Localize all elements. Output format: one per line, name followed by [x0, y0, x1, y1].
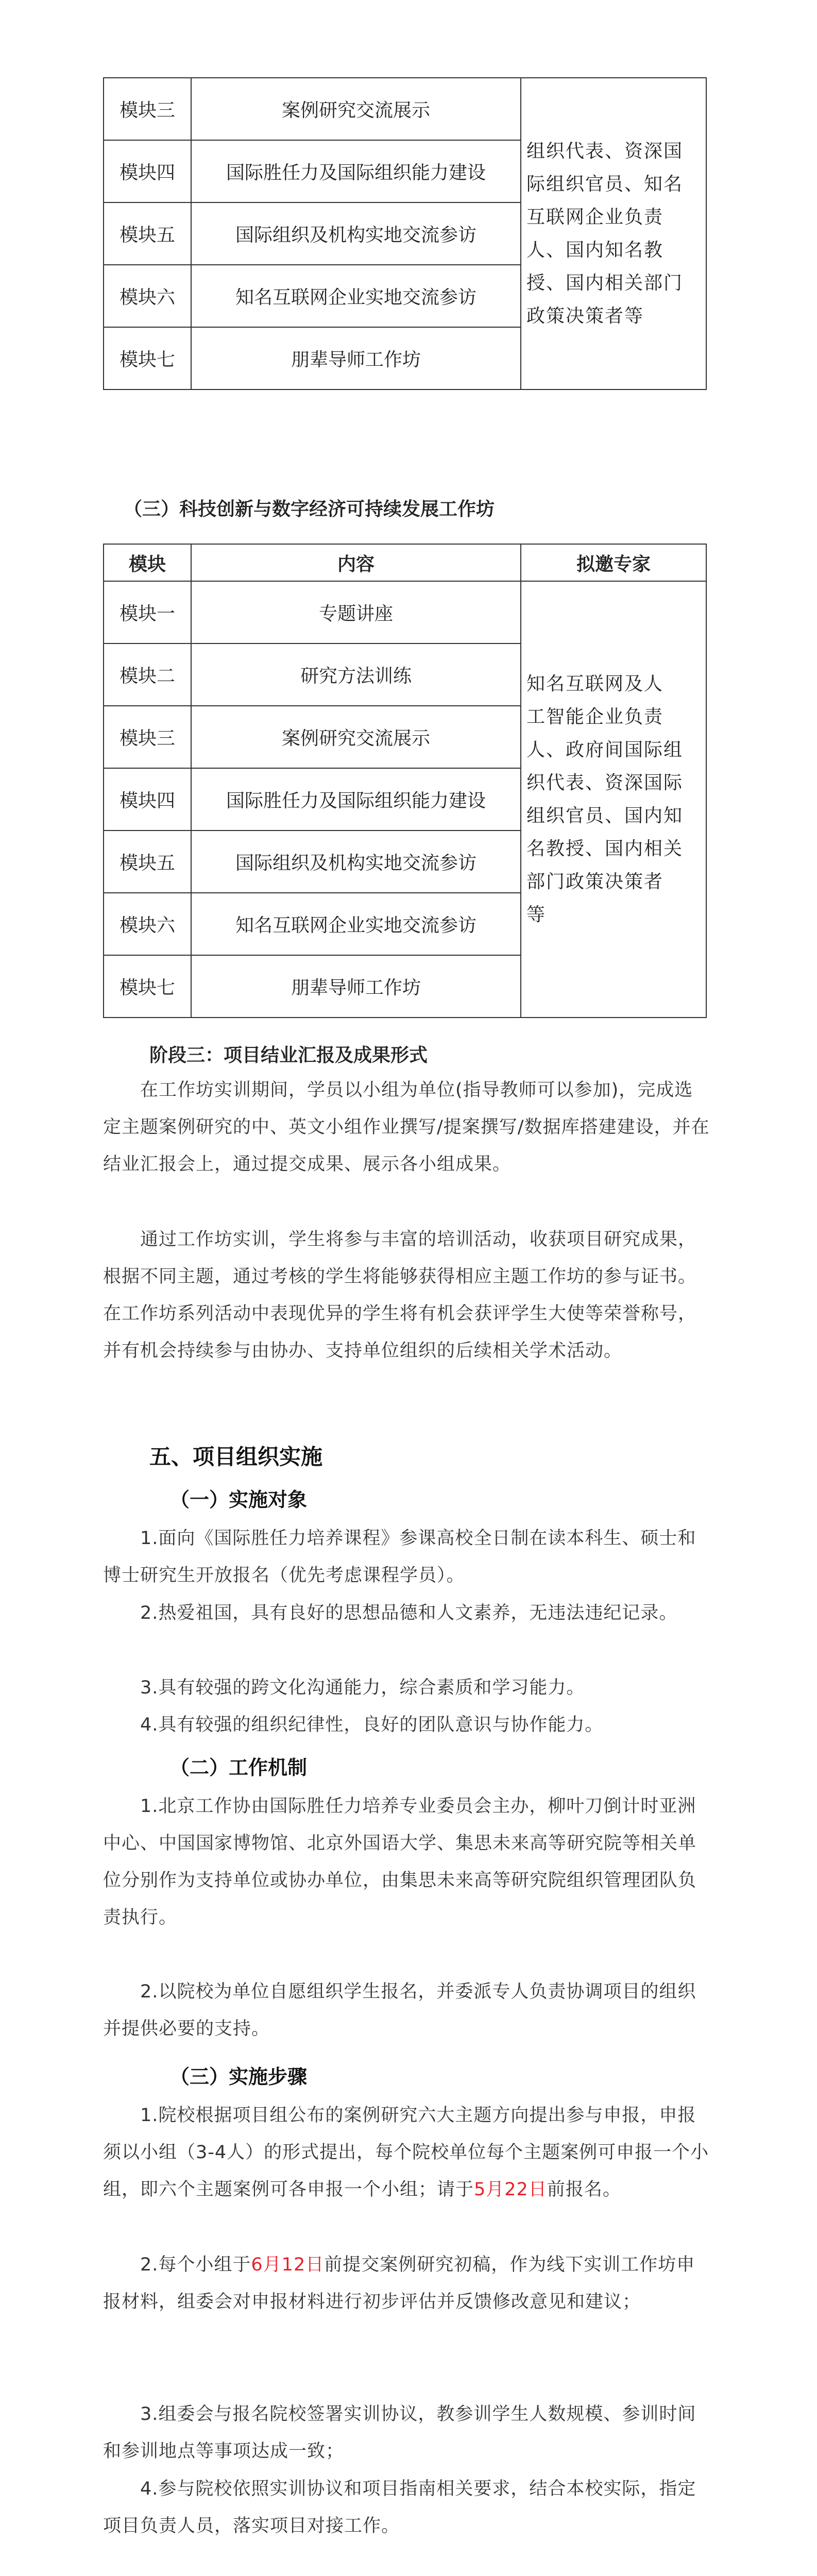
- content-cell: 知名互联网企业实地交流参访: [191, 893, 521, 955]
- experts-line: 互联网企业负责: [526, 206, 664, 228]
- experts-line: 授、国内相关部门: [526, 272, 684, 294]
- mechanism-item-1: 1.北京工作协由国际胜任力培养专业委员会主办，柳叶刀倒计时亚洲中心、中国国家博物馆、北京外国语大学、集思未来高等研究院等相关单位分别作为支持单位或协办单位，由集思未来高等研究院组织管理团队负责执行。: [103, 1796, 697, 1928]
- section3-title: （三）科技创新与数字经济可持续发展工作坊: [124, 499, 495, 520]
- module-cell: 模块五: [104, 831, 191, 893]
- stage3-paragraph-2: 通过工作坊实训，学生将参与丰富的培训活动，收获项目研究成果，根据不同主题，通过考核的学生将能够获得相应主题工作坊的参与证书。在工作坊系列活动中表现优异的学生将有机会获评学生大使等荣誉称号，并有机会持续参与由协办、支持单位组织的后续相关学术活动。: [103, 1229, 697, 1361]
- target-item-1: 1.面向《国际胜任力培养课程》参课高校全日制在读本科生、硕士和博士研究生开放报名（优先考虑课程学员）。: [103, 1528, 696, 1586]
- content-cell: 朋辈导师工作坊: [191, 327, 521, 389]
- module-cell: 模块六: [104, 265, 191, 327]
- module-cell: 模块七: [104, 327, 191, 389]
- mechanism-item-2: 2.以院校为单位自愿组织学生报名，并委派专人负责协调项目的组织并提供必要的支持。: [103, 1981, 696, 2039]
- content-cell: 国际组织及机构实地交流参访: [191, 202, 521, 265]
- module-cell: 模块四: [104, 140, 191, 202]
- content-cell: 案例研究交流展示: [191, 706, 521, 768]
- experts-cell: [521, 581, 706, 1018]
- header-content: 内容: [191, 544, 521, 581]
- stage3-title: 阶段三：项目结业汇报及成果形式: [149, 1045, 428, 1066]
- steps-item-3: 3.组委会与报名院校签署实训协议，教参训学生人数规模、参训时间和参训地点等事项达成一致；: [103, 2404, 696, 2462]
- experts-line: 组织官员、国内知: [526, 805, 684, 826]
- stage3-paragraph-1: 在工作坊实训期间，学员以小组为单位(指导教师可以参加)，完成选定主题案例研究的中、英文小组作业撰写/提案撰写/数据库搭建建设，并在结业汇报会上，通过提交成果、展示各小组成果。: [103, 1080, 710, 1175]
- content-cell: 研究方法训练: [191, 643, 521, 706]
- workshop-2-table: [103, 77, 707, 390]
- steps-item-2: 2.每个小组于6月12日前提交案例研究初稿，作为线下实训工作坊申报材料，组委会对申报材料进行初步评估并反馈修改意见和建议；: [103, 2255, 695, 2312]
- experts-line: 等: [526, 904, 547, 925]
- experts-line: 织代表、资深国际: [526, 772, 684, 793]
- experts-line: 工智能企业负责: [526, 706, 664, 727]
- experts-line: 部门政策决策者: [526, 871, 664, 892]
- experts-line: 组织代表、资深国: [526, 140, 684, 162]
- table-row: [104, 581, 706, 643]
- experts-line: 际组织官员、知名: [526, 173, 684, 195]
- experts-cell: [521, 78, 706, 389]
- content-cell: 国际胜任力及国际组织能力建设: [191, 140, 521, 202]
- module-cell: 模块二: [104, 643, 191, 706]
- steps-item-4: 4.参与院校依照实训协议和项目指南相关要求，结合本校实际，指定项目负责人员，落实项目对接工作。: [103, 2479, 696, 2536]
- section-five-heading: 五、项目组织实施: [149, 1444, 323, 1469]
- experts-line: 人、政府间国际组: [526, 739, 684, 760]
- module-cell: 模块七: [104, 955, 191, 1018]
- steps-item-1: 1.院校根据项目组公布的案例研究六大主题方向提出参与申报，申报须以小组（3-4人）的形式提出，每个院校单位每个主题案例可申报一个小组，即六个主题案例可各申报一个小组；请于5月22日前报名。: [103, 2105, 709, 2200]
- table-header-row: [104, 544, 706, 581]
- module-cell: 模块五: [104, 202, 191, 265]
- workshop-3-table: [103, 544, 707, 1018]
- module-cell: 模块四: [104, 768, 191, 831]
- experts-line: 政策决策者等: [526, 305, 644, 327]
- target-item-3: 3.具有较强的跨文化沟通能力，综合素质和学习能力。: [140, 1677, 585, 1698]
- content-cell: 案例研究交流展示: [191, 78, 521, 140]
- target-item-4: 4.具有较强的组织纪律性，良好的团队意识与协作能力。: [140, 1715, 604, 1735]
- experts-line: 知名互联网及人: [526, 673, 664, 694]
- experts-line: 名教授、国内相关: [526, 838, 684, 859]
- module-cell: 模块三: [104, 78, 191, 140]
- content-cell: 国际胜任力及国际组织能力建设: [191, 768, 521, 831]
- content-cell: 朋辈导师工作坊: [191, 955, 521, 1018]
- table-row: [104, 78, 706, 140]
- deadline-date: 5月22日: [474, 2179, 547, 2200]
- mechanism-heading: （二）工作机制: [170, 1756, 308, 1779]
- module-cell: 模块一: [104, 581, 191, 643]
- experts-line: 人、国内知名教: [526, 239, 664, 261]
- content-cell: 专题讲座: [191, 581, 521, 643]
- steps-heading: （三）实施步骤: [170, 2065, 308, 2088]
- module-cell: 模块六: [104, 893, 191, 955]
- module-cell: 模块三: [104, 706, 191, 768]
- header-module: 模块: [104, 544, 191, 581]
- draft-date: 6月12日: [251, 2255, 325, 2275]
- content-cell: 知名互联网企业实地交流参访: [191, 265, 521, 327]
- target-heading: （一）实施对象: [170, 1488, 308, 1511]
- target-item-2: 2.热爱祖国，具有良好的思想品德和人文素养，无违法违纪记录。: [140, 1603, 678, 1623]
- content-cell: 国际组织及机构实地交流参访: [191, 831, 521, 893]
- header-experts: 拟邀专家: [521, 544, 706, 581]
